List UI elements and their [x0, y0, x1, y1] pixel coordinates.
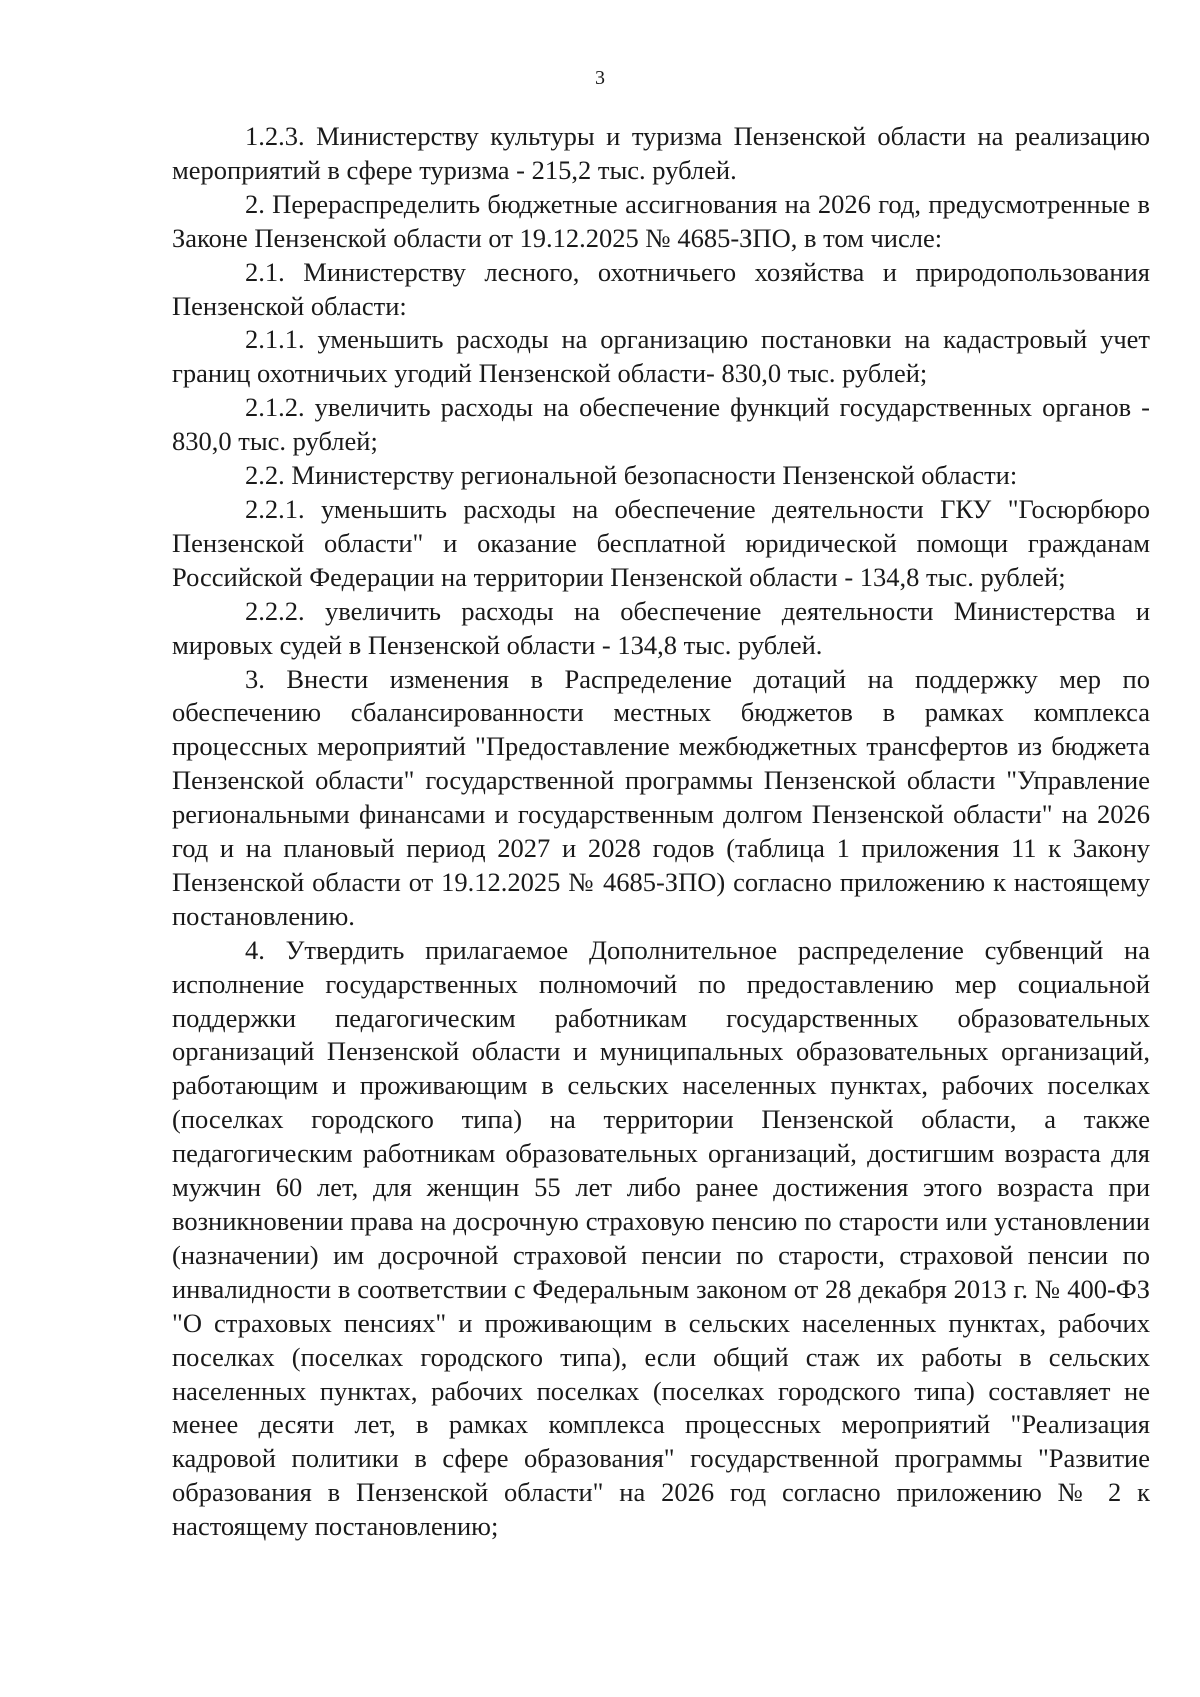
paragraph-2-1-1: 2.1.1. уменьшить расходы на организацию постановки на кадастровый учет границ охотничьих угодий Пензенской области- 830,0 тыс. рублей; [172, 324, 1150, 389]
paragraph-2-2-2: 2.2.2. увеличить расходы на обеспечение деятельности Министерства и мировых судей в Пензенской области - 134,8 тыс. рублей. [172, 595, 1150, 660]
paragraph-2-2: 2.2. Министерству региональной безопасности Пензенской области: [245, 460, 1018, 491]
paragraph-3: 3. Внести изменения в Распределение дотаций на поддержку мер по обеспечению сбалансированности местных бюджетов в рамках комплекса процессных мероприятий "Предоставление межбюджетных трансфертов из бюджета Пензенской области" государственной программы Пензенской области "Управление региональными финансами и государственным долгом Пензенской области" на 2026 год и на плановый период 2027 и 2028 годов (таблица 1 приложения 11 к Закону Пензенской области от 19.12.2025 № 4685-ЗПО) согласно приложению к настоящему постановлению. [172, 663, 1150, 931]
paragraph-2-2-1: 2.2.1. уменьшить расходы на обеспечение деятельности ГКУ "Госюрбюро Пензенской области" и оказание бесплатной юридической помощи гражданам Российской Федерации на территории Пензенской области - 134,8 тыс. рублей; [172, 493, 1150, 592]
paragraph-2: 2. Перераспределить бюджетные ассигнования на 2026 год, предусмотренные в Законе Пензенской области от 19.12.2025 № 4685-ЗПО, в том числе: [172, 188, 1150, 253]
paragraph-1-2-3: 1.2.3. Министерству культуры и туризма Пензенской области на реализацию мероприятий в сфере туризма - 215,2 тыс. рублей. [172, 121, 1150, 185]
page-number: 3 [595, 67, 605, 89]
paragraph-2-1-2: 2.1.2. увеличить расходы на обеспечение функций государственных органов - 830,0 тыс. рублей; [172, 392, 1150, 457]
paragraph-2-1: 2.1. Министерству лесного, охотничьего хозяйства и природопользования Пензенской области: [172, 256, 1150, 321]
paragraph-4: 4. Утвердить прилагаемое Дополнительное распределение субвенций на исполнение государственных полномочий по предоставлению мер социальной поддержки педагогическим работникам государственных образовательных организаций Пензенской области и муниципальных образовательных организаций, работающим и проживающим в сельских населенных пунктах, рабочих поселках (поселках городского типа) на территории Пензенской области, а также педагогическим работникам образовательных организаций, достигшим возраста для мужчин 60 лет, для женщин 55 лет либо ранее достижения этого возраста при возникновении права на досрочную страховую пенсию по старости или установлении (назначении) им досрочной страховой пенсии по старости, страховой пенсии по инвалидности в соответствии с Федеральным законом от 28 декабря 2013 г. № 400-ФЗ "О страховых пенсиях" и проживающим в сельских населенных пунктах, рабочих поселках (поселках городского типа), если общий стаж их работы в сельских населенных пунктах, рабочих поселках (поселках городского типа) составляет не менее десяти лет, в рамках комплекса процессных мероприятий "Реализация кадровой политики в сфере образования" государственной программы "Развитие образования в Пензенской области" на 2026 год согласно приложению № 2 к настоящему постановлению; [172, 934, 1150, 1542]
document-body [172, 120, 1150, 1544]
